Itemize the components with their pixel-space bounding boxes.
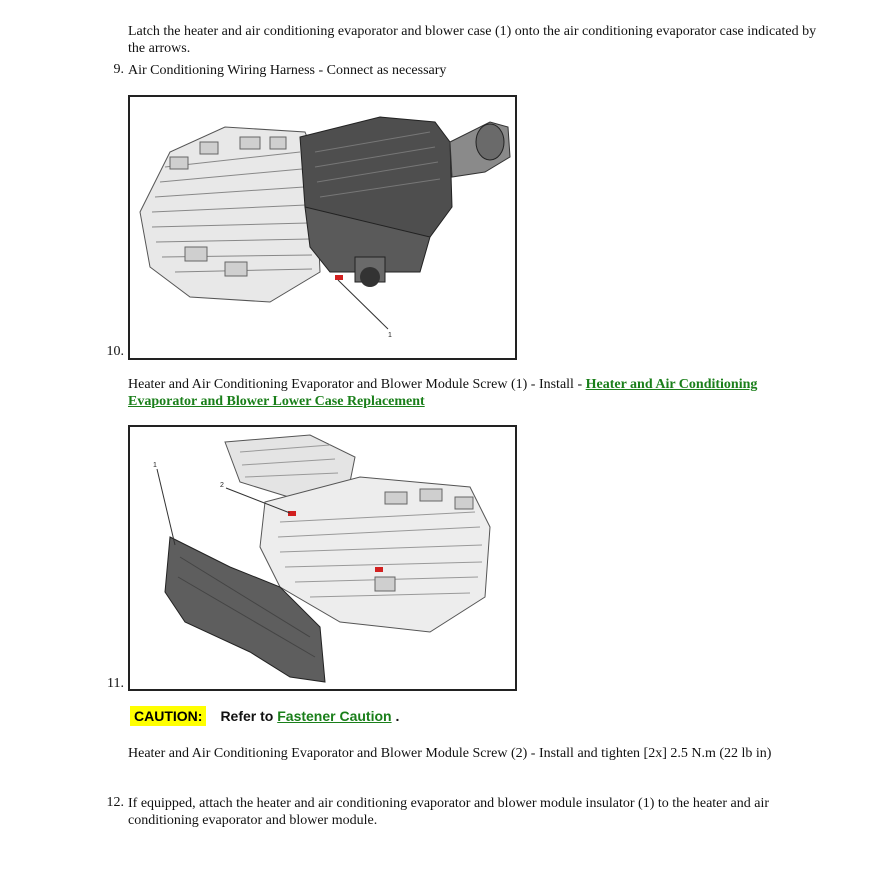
callout-1-leader: [157, 469, 175, 545]
callout-1-label: 1: [153, 462, 157, 469]
figure-hvac-module-insulator: [128, 425, 517, 691]
caution-end: .: [391, 708, 400, 724]
step-12-text: If equipped, attach the heater and air conditioning evaporator and blower module insulator (1) to the heater and air conditioning evaporator and blower module.: [128, 796, 770, 828]
screw-marker-1: [288, 511, 296, 516]
callout-2-label: 2: [220, 482, 224, 489]
step-9-text: Air Conditioning Wiring Harness - Connect as necessary: [128, 63, 447, 78]
step-12-number: 12.: [106, 795, 124, 810]
screw-marker-2: [375, 567, 383, 572]
callout-1-label: 1: [388, 332, 392, 339]
step-10-number: 10.: [106, 344, 124, 359]
fastener-caution-link[interactable]: Fastener Caution: [277, 708, 392, 724]
lower-case-replacement-link[interactable]: Heater and Air Conditioning Evaporator and Blower Lower Case Replacement: [128, 377, 758, 409]
step-11-text: Heater and Air Conditioning Evaporator and Blower Module Screw (2) - Install and tighten [2x] 2.5 N.m (22 lb in): [128, 746, 772, 761]
screw-marker: [335, 275, 343, 280]
caution-row: [130, 708, 399, 724]
step-10-instruction: Heater and Air Conditioning Evaporator and Blower Module Screw (1) - Install -: [128, 377, 586, 392]
step-10-text: [128, 376, 818, 410]
callout-leader: [338, 280, 388, 329]
step-11-number: 11.: [107, 676, 124, 691]
hvac-module-illustration: [130, 97, 515, 358]
latch-instruction: Latch the heater and air conditioning evaporator and blower case (1) onto the air conditioning evaporator case indicated by the arrows.: [128, 24, 817, 56]
caution-text: Refer to: [220, 708, 278, 724]
insulator-illustration: [130, 427, 515, 689]
step-9-number: 9.: [113, 62, 124, 77]
figure-hvac-module-top: [128, 95, 517, 360]
caution-badge: CAUTION:: [130, 706, 206, 726]
